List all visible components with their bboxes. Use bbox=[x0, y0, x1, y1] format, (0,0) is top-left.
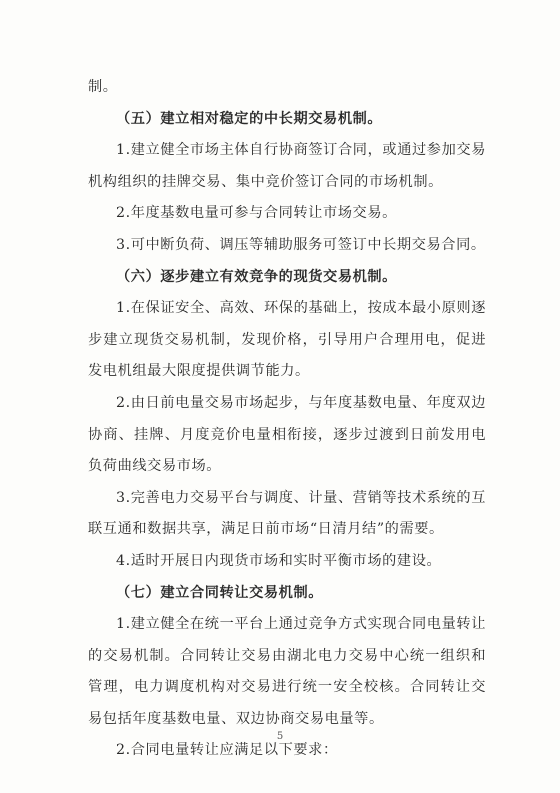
paragraph-continuation: 制。 bbox=[88, 79, 118, 95]
section-heading-5: （五）建立相对稳定的中长期交易机制。 bbox=[116, 110, 383, 127]
paragraph-6-4: 4.适时开展日内现货市场和实时平衡市场的建设。 bbox=[116, 552, 442, 569]
paragraph-5-3: 3.可中断负荷、调压等辅助服务可签订中长期交易合同。 bbox=[116, 236, 486, 253]
page-number: 5 bbox=[276, 731, 284, 742]
paragraph-5-1: 1.建立健全市场主体自行协商签订合同，或通过参加交易机构组织的挂牌交易、集中竞价签订合同的市场机制。 bbox=[88, 142, 486, 190]
section-heading-7: （七）建立合同转让交易机制。 bbox=[116, 584, 324, 601]
paragraph-7-1: 1.建立健全在统一平台上通过竞争方式实现合同电量转让的交易机制。合同转让交易由湖北电力交易中心统一组织和管理，电力调度机构对交易进行统一安全校核。合同转让交易包括年度基数电量、双边协商交易电量等。 bbox=[88, 616, 486, 727]
paragraph-7-2: 2.合同电量转让应满足以下要求： bbox=[116, 742, 338, 759]
paragraph-5-2: 2.年度基数电量可参与合同转让市场交易。 bbox=[116, 205, 397, 222]
paragraph-6-1: 1.在保证安全、高效、环保的基础上，按成本最小原则逐步建立现货交易机制，发现价格，引导用户合理用电，促进发电机组最大限度提供调节能力。 bbox=[88, 300, 486, 380]
document-body bbox=[88, 72, 486, 767]
paragraph-6-2: 2.由日前电量交易市场起步，与年度基数电量、年度双边协商、挂牌、月度竞价电量相衔接，逐步过渡到日前发用电负荷曲线交易市场。 bbox=[88, 394, 486, 475]
section-heading-6: （六）逐步建立有效竞争的现货交易机制。 bbox=[116, 268, 397, 285]
paragraph-6-3: 3.完善电力交易平台与调度、计量、营销等技术系统的互联互通和数据共享，满足日前市场“日清月结”的需要。 bbox=[88, 489, 486, 538]
